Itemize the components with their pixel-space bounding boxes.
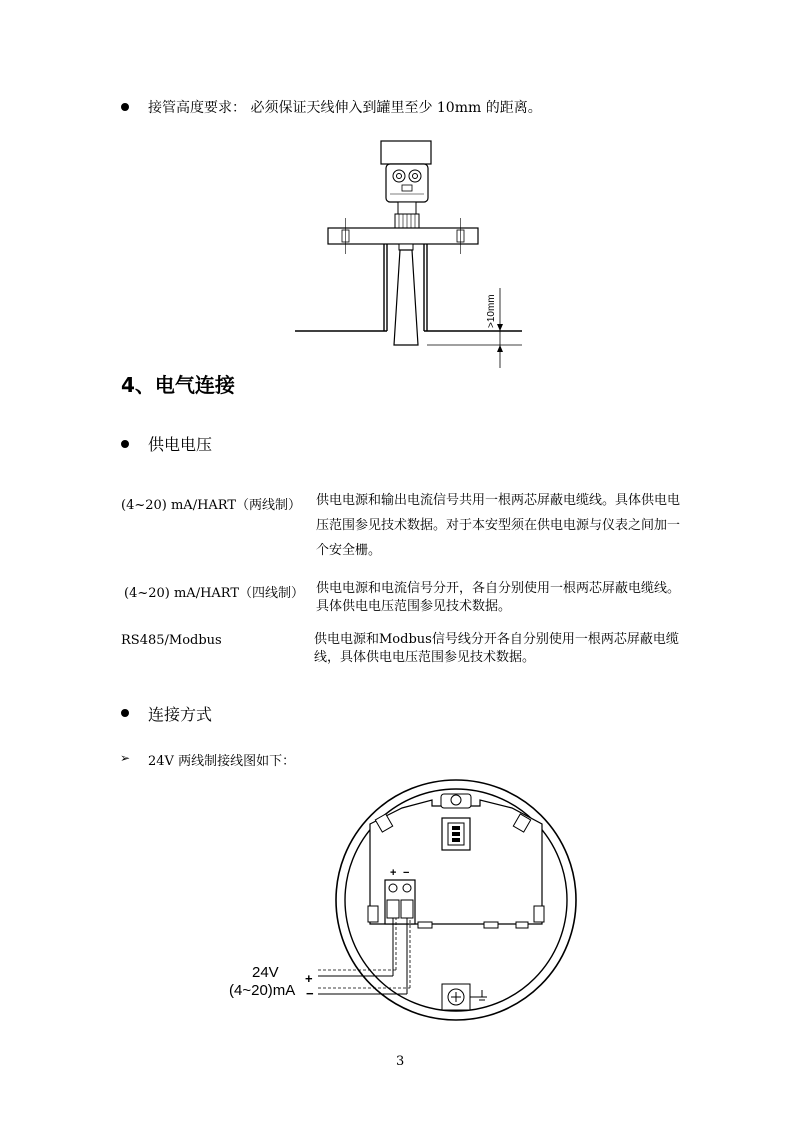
supply-voltage-heading: 供电电压 — [148, 435, 213, 454]
wire-minus-label: − — [306, 986, 314, 1001]
flange — [328, 228, 478, 244]
terminal-screw-icon — [389, 884, 397, 892]
intro-bullet-text: 接管高度要求： 必须保证天线伸入到罐里至少 10mm 的距离。 — [148, 100, 542, 116]
page-number: 3 — [396, 1054, 405, 1069]
connection-subheading: 24V 两线制接线图如下： — [148, 754, 296, 769]
mode-description: 供电电源和电流信号分开，各自分别使用一根两芯屏蔽电缆线。具体供电电压范围参见技术数据。 — [316, 581, 681, 614]
mode-label: (4~20) mA/HART（四线制） — [124, 586, 305, 601]
dimension-label: >10mm — [486, 294, 497, 328]
cable-gland-left-icon — [393, 170, 405, 182]
mode-label: RS485/Modbus — [121, 633, 222, 648]
voltage-label: 24V — [252, 964, 279, 981]
bullet-dot — [121, 709, 129, 717]
neck — [398, 202, 416, 214]
mode-description: 供电电源和Modbus信号线分开各自分别使用一根两芯屏蔽电缆线，具体供电电压范围参见技术数据。 — [314, 632, 679, 665]
housing-body — [386, 164, 428, 202]
antenna-installation-figure — [290, 138, 530, 370]
terminal-minus-label: − — [403, 867, 410, 879]
section-title: 4、电气连接 — [121, 373, 235, 397]
current-label: (4~20)mA — [229, 982, 296, 999]
mode-label: (4~20) mA/HART（两线制） — [121, 498, 302, 513]
cable-gland-right-icon — [409, 170, 421, 182]
bullet-dot — [121, 103, 129, 111]
housing-top — [381, 141, 431, 164]
horn-antenna — [394, 250, 418, 345]
top-screw-icon — [451, 795, 461, 805]
mode-description: 供电电源和输出电流信号共用一根两芯屏蔽电缆线。具体供电电压范围参见技术数据。对于本安型须在供电电源与仪表之间加一个安全栅。 — [316, 493, 681, 558]
wiring-diagram — [220, 776, 600, 1026]
wire-plus-label: + — [305, 971, 313, 986]
arrow-bullet: ➢ — [120, 751, 131, 765]
terminal-plus-label: + — [390, 867, 397, 879]
terminal-screw-icon — [403, 884, 411, 892]
bullet-dot — [121, 440, 129, 448]
connection-heading: 连接方式 — [148, 705, 213, 724]
